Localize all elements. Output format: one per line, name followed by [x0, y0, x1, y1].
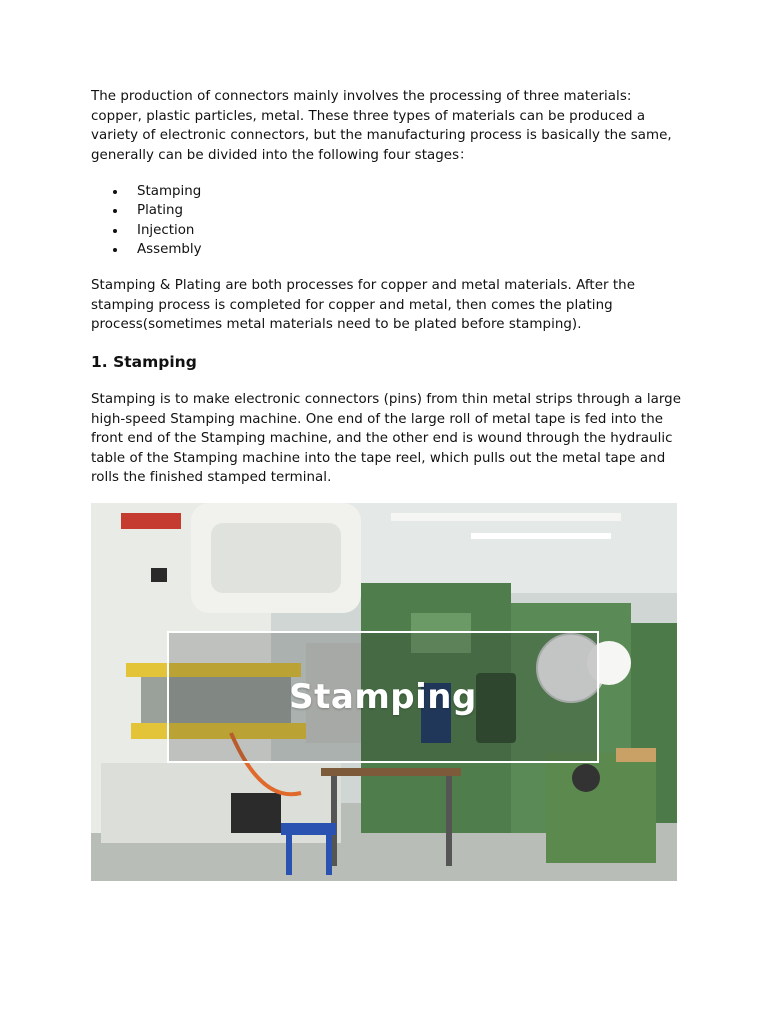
materials-paragraph: Stamping & Plating are both processes for copper and metal materials. After the stamping process is completed for copper and metal, then comes the plating process(sometimes metal materials need to be plated before stamping). — [91, 278, 636, 332]
section-heading: 1. Stamping — [91, 353, 197, 371]
list-item: Injection — [91, 221, 202, 240]
list-item: Stamping — [91, 182, 202, 201]
list-item: Assembly — [91, 240, 202, 259]
bullet-icon — [113, 248, 117, 252]
stamping-paragraph: Stamping is to make electronic connectors (pins) from thin metal strips through a large high-speed Stamping machine. One end of the large roll of metal tape is fed into the front end of the Stamping machine, and the other end is wound through the hydraulic table of the Stamping machine into the tape reel, which pulls out the metal tape and rolls the finished stamped terminal. — [91, 392, 682, 485]
stamping-machine-photo — [91, 503, 677, 881]
bullet-icon — [113, 190, 117, 194]
stages-list — [91, 182, 202, 259]
bullet-icon — [113, 209, 117, 213]
intro-paragraph: The production of connectors mainly involves the processing of three materials: copper, plastic particles, metal. These three types of materials can be produced a variety of electronic connectors, but the manufacturing process is basically the same, generally can be divided into the following four stages： — [91, 89, 672, 163]
bullet-icon — [113, 229, 117, 233]
overlay-label: Stamping — [289, 677, 477, 717]
list-item: Plating — [91, 201, 202, 220]
overlay-frame — [167, 631, 599, 763]
